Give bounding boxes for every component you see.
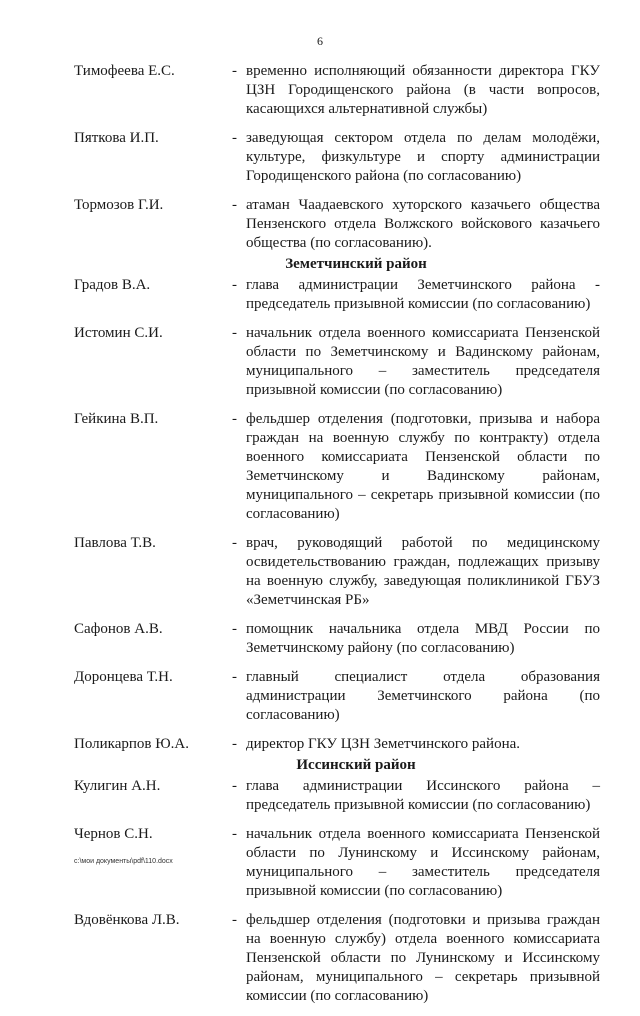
member-position: врач, руководящий работой по медицинскому освидетельствованию граждан, подлежащих призыву на военную службу, заведующая поликлиникой ГБУЗ «Земетчинская РБ» — [246, 535, 600, 608]
member-position: директор ГКУ ЦЗН Земетчинского района. — [246, 736, 520, 752]
member-name: Доронцева Т.Н. — [74, 669, 173, 685]
member-position: главный специалист отдела образования администрации Земетчинского района (по согласованию) — [246, 669, 600, 723]
member-name: Кулигин А.Н. — [74, 778, 161, 794]
file-path-footer: c:\мои документы\pdf\110.docx — [74, 858, 173, 865]
member-position: атаман Чаадаевского хуторского казачьего общества Пензенского отдела Волжского войскового казачьего общества (по согласованию). — [246, 197, 600, 251]
member-name: Истомин С.И. — [74, 325, 163, 341]
list-item — [74, 410, 600, 524]
member-position: глава администрации Иссинского района – председатель призывной комиссии (по согласованию) — [246, 778, 600, 813]
dash: - — [232, 736, 237, 752]
list-item — [74, 777, 600, 815]
dash: - — [232, 63, 237, 79]
member-name: Градов В.А. — [74, 277, 151, 293]
list-item — [74, 62, 600, 119]
list-item — [74, 324, 600, 400]
list-item — [74, 129, 600, 186]
list-item — [74, 276, 600, 314]
dash: - — [232, 197, 237, 213]
member-name: Чернов С.Н. — [74, 826, 153, 842]
dash: - — [232, 130, 237, 146]
list-item — [74, 534, 600, 610]
member-position: фельдшер отделения (подготовки, призыва и набора граждан на военную службу по контракту) отдела военного комиссариата Пензенской области по Земетчинскому и Вадинскому районам, муниципального – секретарь призывной комиссии (по согласованию) — [246, 411, 600, 522]
member-position: заведующая сектором отдела по делам молодёжи, культуре, физкультуре и спорту администрации Городищенского района (по согласованию) — [246, 130, 600, 184]
member-name: Тормозов Г.И. — [74, 197, 164, 213]
page-number: 6 — [317, 34, 323, 48]
dash: - — [232, 325, 237, 341]
member-name: Тимофеева Е.С. — [74, 63, 175, 79]
member-name: Сафонов А.В. — [74, 621, 163, 637]
member-position: временно исполняющий обязанности директора ГКУ ЦЗН Городищенского района (в части вопросов, касающихся альтернативной службы) — [246, 63, 600, 117]
dash: - — [232, 535, 237, 551]
dash: - — [232, 621, 237, 637]
member-name: Павлова Т.В. — [74, 535, 156, 551]
dash: - — [232, 669, 237, 685]
dash: - — [232, 277, 237, 293]
member-position: помощник начальника отдела МВД России по Земетчинскому району (по согласованию) — [246, 621, 600, 656]
member-name: Гейкина В.П. — [74, 411, 159, 427]
member-position: фельдшер отделения (подготовки и призыва граждан на военную службу) отдела военного комиссариата Пензенской области по Лунинскому и Иссинскому районам, муниципального – секретарь призывной комиссии (по согласованию) — [246, 912, 600, 1004]
list-item — [74, 735, 600, 754]
list-item — [74, 668, 600, 725]
list-item — [74, 620, 600, 658]
member-position: начальник отдела военного комиссариата Пензенской области по Лунинскому и Иссинскому районам, муниципального – заместитель председателя призывной комиссии (по согласованию) — [246, 826, 600, 899]
member-name: Поликарпов Ю.А. — [74, 736, 189, 752]
dash: - — [232, 912, 237, 928]
document-body — [74, 62, 600, 1016]
member-position: глава администрации Земетчинского района - председатель призывной комиссии (по согласованию) — [246, 277, 600, 312]
dash: - — [232, 778, 237, 794]
section-title-zemetchino: Земетчинский район — [285, 256, 427, 272]
dash: - — [232, 826, 237, 842]
list-item — [74, 196, 600, 253]
section-title-issa: Иссинский район — [296, 757, 416, 773]
member-position: начальник отдела военного комиссариата Пензенской области по Земетчинскому и Вадинскому районам, муниципального – заместитель председателя призывной комиссии (по согласованию) — [246, 325, 600, 398]
member-name: Пяткова И.П. — [74, 130, 159, 146]
dash: - — [232, 411, 237, 427]
member-name: Вдовёнкова Л.В. — [74, 912, 180, 928]
list-item — [74, 911, 600, 1006]
